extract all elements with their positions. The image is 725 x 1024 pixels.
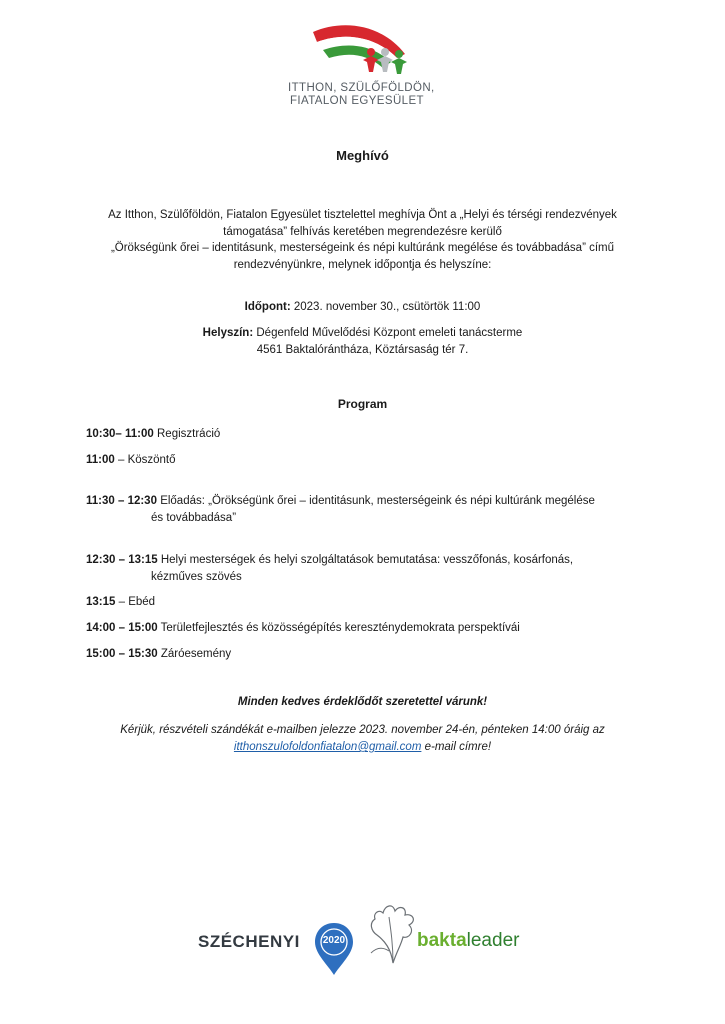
program-item — [86, 646, 646, 663]
venue-label: Helyszín: — [202, 327, 254, 339]
event-venue — [80, 325, 645, 358]
bakta-word: bakta — [417, 930, 467, 951]
program-item-time: 11:30 – 12:30 — [86, 495, 157, 507]
venue-address: 4561 Baktalórántháza, Köztársaság tér 7. — [256, 343, 469, 356]
intro-paragraph — [80, 207, 645, 273]
rsvp-text — [60, 722, 665, 756]
oak-leaf-icon — [363, 901, 423, 967]
intro-line: „Örökségünk őrei – identitásunk, mesterségeink és népi kultúránk megélése és továbbadása” című — [110, 242, 615, 254]
program-item-text-continued: és továbbadása” — [151, 512, 237, 524]
program-item-time: 13:15 — [86, 596, 116, 608]
szechenyi-logo-text: SZÉCHENYI — [198, 932, 300, 951]
program-item-text: Regisztráció — [157, 428, 221, 440]
organization-emblem-icon — [305, 22, 415, 80]
program-item — [86, 594, 646, 611]
szechenyi-year: 2020 — [322, 935, 346, 946]
program-item-time: 11:00 — [86, 454, 115, 466]
szechenyi-pin-icon — [313, 921, 355, 977]
date-value: 2023. november 30., csütörtök 11:00 — [293, 301, 481, 313]
document-title: Meghívó — [336, 148, 389, 163]
organization-name-line2: FIATALON EGYESÜLET — [290, 95, 424, 107]
program-item-time: 14:00 – 15:00 — [86, 622, 158, 634]
program-item-text: – Köszöntő — [117, 454, 176, 466]
email-link[interactable]: itthonszulofoldonfiatalon@gmail.com — [233, 741, 422, 753]
program-item — [86, 426, 646, 443]
program-title: Program — [337, 397, 388, 411]
intro-line: támogatása” felhívás keretében megrendezésre kerülő — [223, 225, 502, 238]
program-item-text: Záróesemény — [160, 648, 232, 660]
venue-value: Dégenfeld Művelődési Központ emeleti tanácsterme — [256, 327, 523, 339]
program-item-text: Előadás: „Örökségünk őrei – identitásunk, mesterségeink és népi kultúránk megélése — [160, 495, 595, 507]
program-item-text: Területfejlesztés és közösségépítés kereszténydemokrata perspektívái — [160, 622, 520, 634]
program-item — [86, 620, 646, 637]
leader-word: leader — [466, 930, 520, 951]
program-item-time: 10:30– 11:00 — [86, 428, 154, 440]
program-item — [86, 452, 646, 469]
date-label: Időpont: — [244, 301, 291, 313]
event-date — [80, 299, 645, 316]
program-item-time: 15:00 – 15:30 — [86, 648, 158, 660]
program-item — [86, 552, 646, 586]
program-item — [86, 493, 646, 527]
intro-line: Az Itthon, Szülőföldön, Fiatalon Egyesület tisztelettel meghívja Önt a „Helyi és térségi rendezvények — [108, 209, 617, 221]
baktaleader-logo-text — [417, 930, 519, 952]
organization-logo — [280, 22, 470, 112]
organization-name-line1: ITTHON, SZÜLŐFÖLDÖN, — [288, 82, 435, 94]
program-item-time: 12:30 – 13:15 — [86, 554, 158, 566]
welcome-text: Minden kedves érdeklődőt szeretettel várunk! — [237, 696, 488, 708]
program-item-text: Helyi mesterségek és helyi szolgáltatások bemutatása: vesszőfonás, kosárfonás, — [160, 554, 574, 566]
rsvp-suffix: e-mail címre! — [421, 741, 492, 753]
rsvp-line: Kérjük, részvételi szándékát e-mailben jelezze 2023. november 24-én, pénteken 14:00 óráig az — [120, 724, 605, 736]
organization-name — [280, 82, 470, 108]
footer-logos — [195, 895, 535, 985]
intro-line: rendezvényünkre, melynek időpontja és helyszíne: — [233, 258, 492, 271]
program-item-text-continued: kézműves szövés — [151, 571, 242, 583]
program-item-text: – Ebéd — [118, 596, 156, 608]
